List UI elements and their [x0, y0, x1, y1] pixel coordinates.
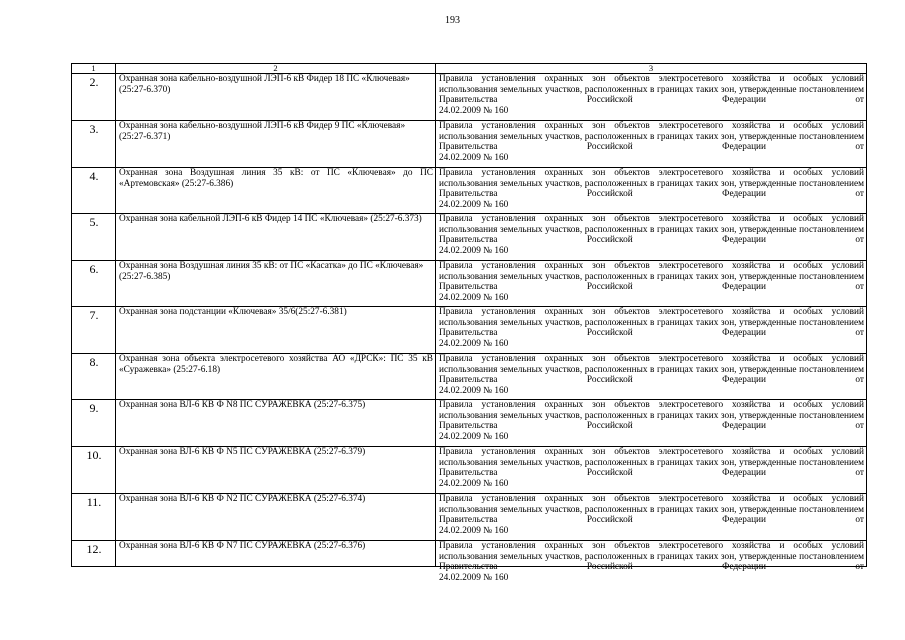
zones-table — [71, 63, 867, 583]
zone-name — [116, 74, 436, 121]
zone-name-line: Охранная зона кабельно-воздушной ЛЭП-6 кВ Фидер 18 ПС «Ключевая» — [119, 74, 410, 84]
legal-basis — [436, 494, 867, 541]
row-number: 2. — [72, 74, 116, 121]
row-number: 6. — [72, 261, 116, 307]
header-col-3: 3 — [436, 64, 867, 74]
page-number: 193 — [445, 15, 460, 26]
legal-basis — [436, 541, 867, 583]
zone-name-line: Охранная зона кабельной ЛЭП-6 кВ Фидер 14 ПС «Ключевая» (25:27-6.373) — [119, 214, 422, 224]
table-row — [72, 214, 867, 261]
table-row — [72, 494, 867, 541]
legal-basis — [436, 168, 867, 214]
zone-name-line: Охранная зона ВЛ-6 КВ Ф N2 ПС СУРАЖЕВКА (25:27-6.374) — [119, 494, 366, 504]
table-row — [72, 307, 867, 354]
legal-basis-date: 24.02.2009 № 160 — [439, 245, 509, 256]
zone-name — [116, 121, 436, 168]
legal-basis-text: Правила установления охранных зон объектов электросетевого хозяйства и особых условий использования земельных участков, расположенных в границах таких зон, утвержденные постановлением Правительства Российской Федерации от — [439, 261, 864, 293]
zone-name-line: Охранная зона объекта электросетевого хозяйства АО «ДРСК»: ПС 35 кВ «Суражевка» (25:27-6.18) — [119, 354, 433, 375]
legal-basis-text: Правила установления охранных зон объектов электросетевого хозяйства и особых условий использования земельных участков, расположенных в границах таких зон, утвержденные постановлением Правительства Российской Федерации от — [439, 541, 864, 573]
table-row — [72, 541, 867, 567]
zone-name — [116, 214, 436, 261]
row-number: 9. — [72, 400, 116, 447]
legal-basis-text: Правила установления охранных зон объектов электросетевого хозяйства и особых условий использования земельных участков, расположенных в границах таких зон, утвержденные постановлением Правительства Российской Федерации от — [439, 447, 864, 479]
zone-name — [116, 168, 436, 214]
row-number: 10. — [72, 447, 116, 494]
legal-basis-text: Правила установления охранных зон объектов электросетевого хозяйства и особых условий использования земельных участков, расположенных в границах таких зон, утвержденные постановлением Правительства Российской Федерации от — [439, 400, 864, 432]
legal-basis-date: 24.02.2009 № 160 — [439, 292, 509, 303]
table-row — [72, 121, 867, 168]
legal-basis-text: Правила установления охранных зон объектов электросетевого хозяйства и особых условий использования земельных участков, расположенных в границах таких зон, утвержденные постановлением Правительства Российской Федерации от — [439, 354, 864, 386]
table-row — [72, 400, 867, 447]
legal-basis-date: 24.02.2009 № 160 — [439, 105, 509, 116]
legal-basis-date: 24.02.2009 № 160 — [439, 525, 509, 536]
row-number: 11. — [72, 494, 116, 541]
zone-name-line: Охранная зона Воздушная линия 35 кВ: от ПС «Касатка» до ПС «Ключевая» — [119, 261, 424, 271]
legal-basis-date: 24.02.2009 № 160 — [439, 152, 509, 163]
zone-name-line: Охранная зона Воздушная линия 35 кВ: от ПС «Ключевая» до ПС «Артемовская» (25:27-6.386) — [119, 168, 433, 189]
row-number: 7. — [72, 307, 116, 354]
legal-basis-text: Правила установления охранных зон объектов электросетевого хозяйства и особых условий использования земельных участков, расположенных в границах таких зон, утвержденные постановлением Правительства Российской Федерации от — [439, 494, 864, 526]
legal-basis — [436, 121, 867, 168]
legal-basis-text: Правила установления охранных зон объектов электросетевого хозяйства и особых условий использования земельных участков, расположенных в границах таких зон, утвержденные постановлением Правительства Российской Федерации от — [439, 214, 864, 246]
row-number: 8. — [72, 354, 116, 400]
header-col-2: 2 — [116, 64, 436, 74]
legal-basis-date: 24.02.2009 № 160 — [439, 338, 509, 349]
zone-name-line: (25:27-6.371) — [119, 131, 171, 142]
zone-name — [116, 541, 436, 567]
zone-name — [116, 400, 436, 447]
legal-basis — [436, 307, 867, 354]
table-row — [72, 74, 867, 121]
legal-basis-date: 24.02.2009 № 160 — [439, 478, 509, 489]
legal-basis-date: 24.02.2009 № 160 — [439, 431, 509, 442]
table-row — [72, 261, 867, 307]
zone-name-line: Охранная зона подстанции «Ключевая» 35/6(25:27-6.381) — [119, 307, 347, 317]
zone-name-line: Охранная зона кабельно-воздушной ЛЭП-6 кВ Фидер 9 ПС «Ключевая» — [119, 121, 406, 131]
legal-basis — [436, 447, 867, 494]
zone-name — [116, 447, 436, 494]
legal-basis-text: Правила установления охранных зон объектов электросетевого хозяйства и особых условий использования земельных участков, расположенных в границах таких зон, утвержденные постановлением Правительства Российской Федерации от — [439, 74, 864, 106]
legal-basis-text: Правила установления охранных зон объектов электросетевого хозяйства и особых условий использования земельных участков, расположенных в границах таких зон, утвержденные постановлением Правительства Российской Федерации от — [439, 121, 864, 153]
zone-name — [116, 307, 436, 354]
zone-name-line: (25:27-6.370) — [119, 84, 171, 95]
zone-name-line: Охранная зона ВЛ-6 КВ Ф N5 ПС СУРАЖЕВКА (25:27-6.379) — [119, 447, 366, 457]
row-number: 12. — [72, 541, 116, 567]
row-number: 5. — [72, 214, 116, 261]
legal-basis-text: Правила установления охранных зон объектов электросетевого хозяйства и особых условий использования земельных участков, расположенных в границах таких зон, утвержденные постановлением Правительства Российской Федерации от — [439, 307, 864, 339]
table-row — [72, 354, 867, 400]
row-number: 3. — [72, 121, 116, 168]
header-col-1: 1 — [72, 64, 116, 74]
legal-basis-date: 24.02.2009 № 160 — [439, 572, 509, 583]
legal-basis — [436, 261, 867, 307]
zone-name — [116, 261, 436, 307]
legal-basis-text: Правила установления охранных зон объектов электросетевого хозяйства и особых условий использования земельных участков, расположенных в границах таких зон, утвержденные постановлением Правительства Российской Федерации от — [439, 168, 864, 200]
zone-name — [116, 494, 436, 541]
legal-basis — [436, 74, 867, 121]
row-number: 4. — [72, 168, 116, 214]
zone-name — [116, 354, 436, 400]
zone-name-line: Охранная зона ВЛ-6 КВ Ф N8 ПС СУРАЖЕВКА (25:27-6.375) — [119, 400, 366, 410]
table-header-row — [72, 64, 867, 74]
legal-basis — [436, 354, 867, 400]
zone-name-line: Охранная зона ВЛ-6 КВ Ф N7 ПС СУРАЖЕВКА (25:27-6.376) — [119, 541, 366, 551]
zone-name-line: (25:27-6.385) — [119, 271, 171, 282]
legal-basis-date: 24.02.2009 № 160 — [439, 385, 509, 396]
legal-basis — [436, 214, 867, 261]
legal-basis-date: 24.02.2009 № 160 — [439, 199, 509, 210]
table-row — [72, 447, 867, 494]
table-row — [72, 168, 867, 214]
legal-basis — [436, 400, 867, 447]
